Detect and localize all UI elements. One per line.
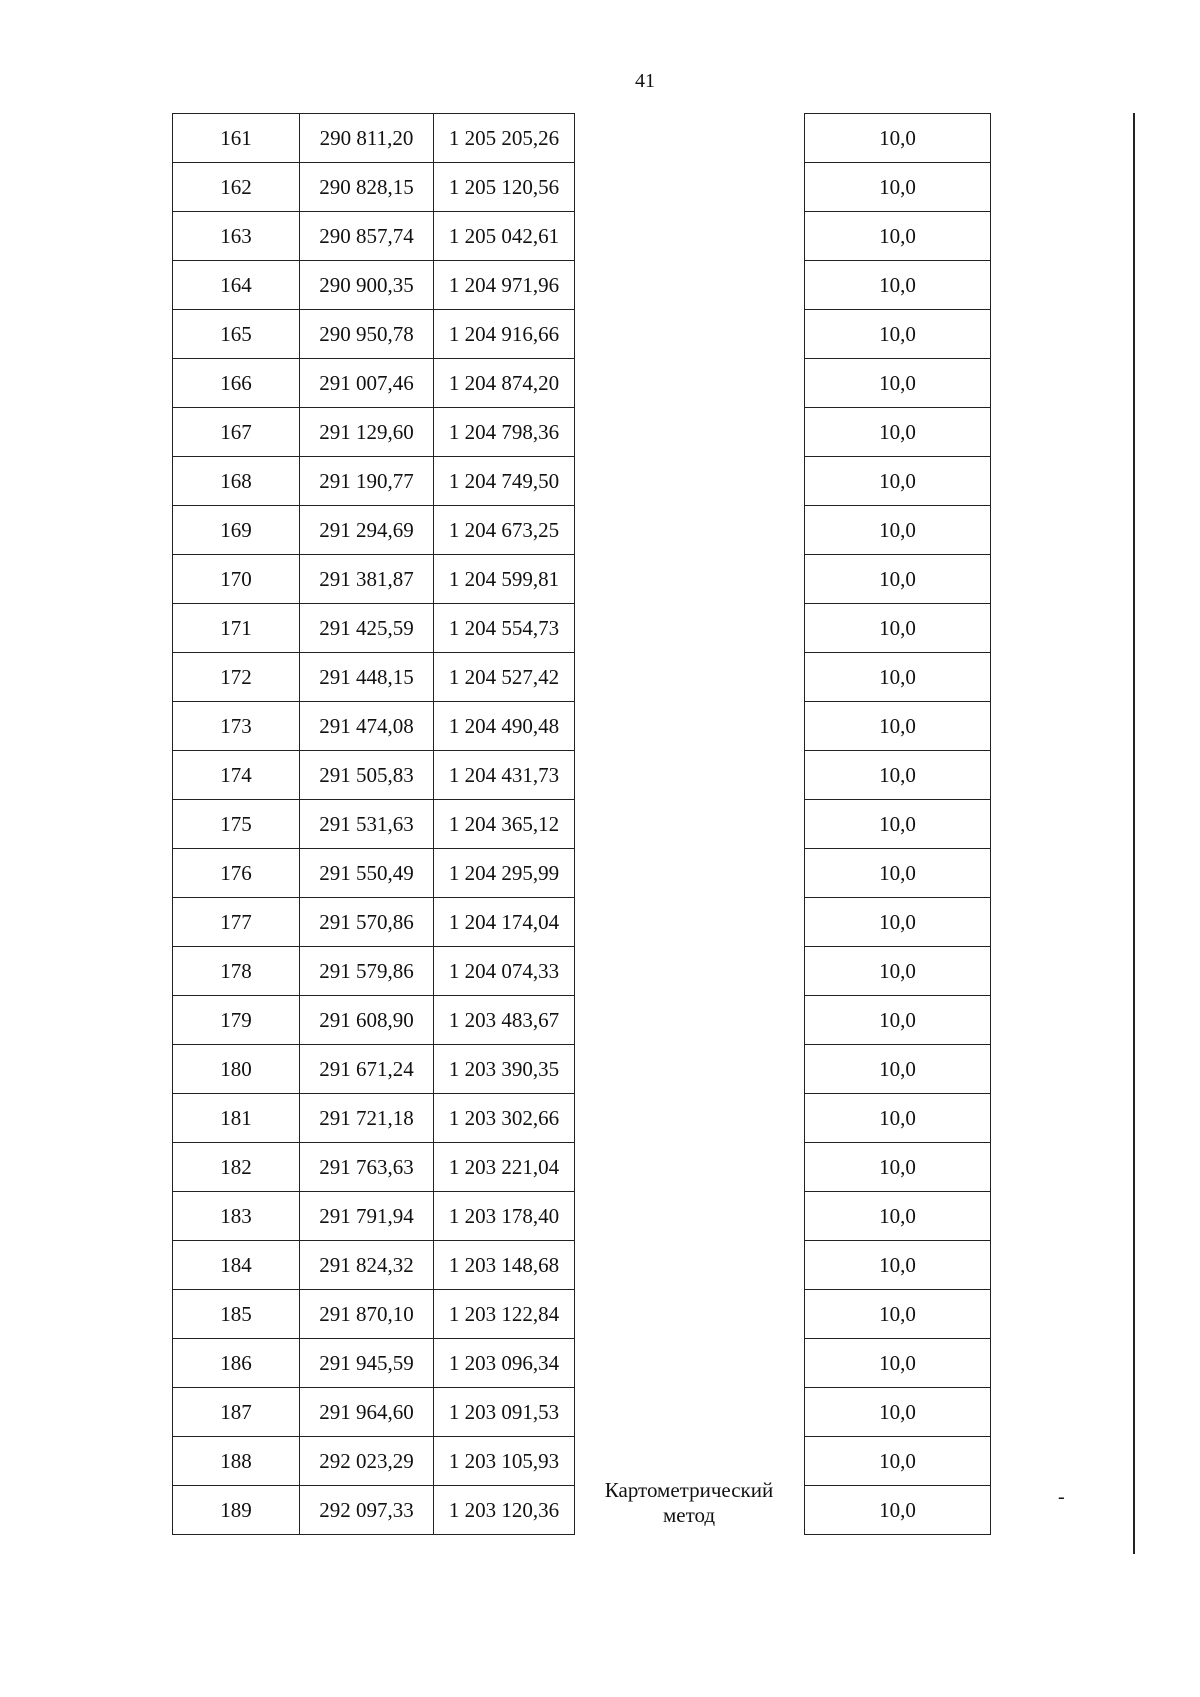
table-row [805,359,991,408]
y-coordinate-cell: 1 204 874,20 [434,359,575,408]
x-coordinate-cell: 291 570,86 [300,898,434,947]
table-row [805,800,991,849]
x-coordinate-cell: 291 791,94 [300,1192,434,1241]
precision-cell: 10,0 [805,114,991,163]
precision-cell: 10,0 [805,555,991,604]
table-row [173,1045,575,1094]
point-number-cell: 180 [173,1045,300,1094]
precision-cell: 10,0 [805,898,991,947]
x-coordinate-cell: 291 579,86 [300,947,434,996]
x-coordinate-cell: 290 900,35 [300,261,434,310]
point-number-cell: 173 [173,702,300,751]
y-coordinate-cell: 1 203 122,84 [434,1290,575,1339]
table-row [805,1437,991,1486]
table-row [173,212,575,261]
table-row [173,1094,575,1143]
table-row [173,1339,575,1388]
point-number-cell: 175 [173,800,300,849]
x-coordinate-cell: 291 007,46 [300,359,434,408]
y-coordinate-cell: 1 204 971,96 [434,261,575,310]
x-coordinate-cell: 291 190,77 [300,457,434,506]
table-row [805,996,991,1045]
table-row [173,1290,575,1339]
table-row [173,849,575,898]
precision-cell: 10,0 [805,1388,991,1437]
point-number-cell: 178 [173,947,300,996]
precision-cell: 10,0 [805,1241,991,1290]
method-line-1: Картометрический [604,1478,774,1502]
precision-cell: 10,0 [805,1290,991,1339]
y-coordinate-cell: 1 203 302,66 [434,1094,575,1143]
point-number-cell: 188 [173,1437,300,1486]
table-row [173,408,575,457]
precision-cell: 10,0 [805,947,991,996]
y-coordinate-cell: 1 203 178,40 [434,1192,575,1241]
x-coordinate-cell: 292 097,33 [300,1486,434,1535]
x-coordinate-cell: 291 721,18 [300,1094,434,1143]
precision-cell: 10,0 [805,261,991,310]
y-coordinate-cell: 1 203 148,68 [434,1241,575,1290]
precision-cell: 10,0 [805,310,991,359]
precision-cell: 10,0 [805,1045,991,1094]
table-row [173,653,575,702]
table-row [805,261,991,310]
precision-cell: 10,0 [805,506,991,555]
precision-cell: 10,0 [805,604,991,653]
x-coordinate-cell: 291 425,59 [300,604,434,653]
table-row [173,996,575,1045]
precision-cell: 10,0 [805,849,991,898]
table-row [805,457,991,506]
precision-table-body [805,114,991,1535]
table-row [805,1486,991,1535]
point-number-cell: 171 [173,604,300,653]
table-row [805,114,991,163]
precision-cell: 10,0 [805,1143,991,1192]
precision-cell: 10,0 [805,163,991,212]
precision-cell: 10,0 [805,653,991,702]
y-coordinate-cell: 1 203 390,35 [434,1045,575,1094]
table-row [805,1094,991,1143]
point-number-cell: 179 [173,996,300,1045]
x-coordinate-cell: 291 608,90 [300,996,434,1045]
table-row [173,751,575,800]
table-row [805,1143,991,1192]
y-coordinate-cell: 1 205 120,56 [434,163,575,212]
coordinates-table-body [173,114,575,1535]
x-coordinate-cell: 290 828,15 [300,163,434,212]
precision-cell: 10,0 [805,1437,991,1486]
method-text [588,1478,790,1528]
table-row [805,849,991,898]
y-coordinate-cell: 1 204 527,42 [434,653,575,702]
page-number: 41 [635,70,655,92]
y-coordinate-cell: 1 203 483,67 [434,996,575,1045]
y-coordinate-cell: 1 203 105,93 [434,1437,575,1486]
point-number-cell: 162 [173,163,300,212]
table-row [805,604,991,653]
y-coordinate-cell: 1 204 554,73 [434,604,575,653]
x-coordinate-cell: 291 550,49 [300,849,434,898]
table-row [173,163,575,212]
point-number-cell: 182 [173,1143,300,1192]
precision-cell: 10,0 [805,1192,991,1241]
x-coordinate-cell: 291 129,60 [300,408,434,457]
precision-cell: 10,0 [805,702,991,751]
table-row [173,310,575,359]
point-number-cell: 161 [173,114,300,163]
x-coordinate-cell: 291 945,59 [300,1339,434,1388]
point-number-cell: 184 [173,1241,300,1290]
table-row [173,114,575,163]
y-coordinate-cell: 1 204 295,99 [434,849,575,898]
precision-cell: 10,0 [805,1486,991,1535]
point-number-cell: 167 [173,408,300,457]
y-coordinate-cell: 1 204 074,33 [434,947,575,996]
y-coordinate-cell: 1 203 120,36 [434,1486,575,1535]
table-row [173,1388,575,1437]
point-number-cell: 165 [173,310,300,359]
y-coordinate-cell: 1 204 798,36 [434,408,575,457]
point-number-cell: 189 [173,1486,300,1535]
y-coordinate-cell: 1 204 599,81 [434,555,575,604]
point-number-cell: 174 [173,751,300,800]
table-row [173,947,575,996]
coordinates-table [172,113,575,1535]
point-number-cell: 177 [173,898,300,947]
point-number-cell: 168 [173,457,300,506]
precision-table [804,113,991,1535]
table-row [805,653,991,702]
precision-cell: 10,0 [805,751,991,800]
table-row [173,506,575,555]
x-coordinate-cell: 291 505,83 [300,751,434,800]
table-row [805,1045,991,1094]
table-row [173,261,575,310]
table-row [805,555,991,604]
x-coordinate-cell: 291 531,63 [300,800,434,849]
description-value: - [1058,1486,1065,1508]
x-coordinate-cell: 290 950,78 [300,310,434,359]
x-coordinate-cell: 291 448,15 [300,653,434,702]
table-row [173,898,575,947]
table-row [173,1143,575,1192]
precision-cell: 10,0 [805,800,991,849]
x-coordinate-cell: 291 964,60 [300,1388,434,1437]
table-row [173,800,575,849]
y-coordinate-cell: 1 204 749,50 [434,457,575,506]
point-number-cell: 172 [173,653,300,702]
point-number-cell: 187 [173,1388,300,1437]
table-row [805,1339,991,1388]
table-row [805,163,991,212]
table-row [173,1241,575,1290]
precision-cell: 10,0 [805,359,991,408]
table-row [173,1486,575,1535]
point-number-cell: 183 [173,1192,300,1241]
table-row [805,1241,991,1290]
y-coordinate-cell: 1 204 916,66 [434,310,575,359]
table-row [805,1192,991,1241]
x-coordinate-cell: 291 824,32 [300,1241,434,1290]
right-border-line [1133,113,1135,1554]
table-row [805,408,991,457]
table-row [805,310,991,359]
x-coordinate-cell: 291 763,63 [300,1143,434,1192]
precision-cell: 10,0 [805,1094,991,1143]
point-number-cell: 169 [173,506,300,555]
y-coordinate-cell: 1 203 096,34 [434,1339,575,1388]
y-coordinate-cell: 1 205 205,26 [434,114,575,163]
x-coordinate-cell: 291 671,24 [300,1045,434,1094]
table-row [805,1290,991,1339]
x-coordinate-cell: 290 811,20 [300,114,434,163]
table-row [805,212,991,261]
x-coordinate-cell: 291 294,69 [300,506,434,555]
point-number-cell: 181 [173,1094,300,1143]
table-row [805,702,991,751]
y-coordinate-cell: 1 204 431,73 [434,751,575,800]
table-row [173,1437,575,1486]
x-coordinate-cell: 291 381,87 [300,555,434,604]
y-coordinate-cell: 1 203 091,53 [434,1388,575,1437]
table-row [805,506,991,555]
precision-cell: 10,0 [805,408,991,457]
y-coordinate-cell: 1 204 490,48 [434,702,575,751]
table-row [173,702,575,751]
y-coordinate-cell: 1 204 365,12 [434,800,575,849]
precision-cell: 10,0 [805,212,991,261]
precision-cell: 10,0 [805,1339,991,1388]
y-coordinate-cell: 1 204 673,25 [434,506,575,555]
point-number-cell: 186 [173,1339,300,1388]
table-row [805,751,991,800]
point-number-cell: 176 [173,849,300,898]
table-row [173,555,575,604]
table-row [173,604,575,653]
table-row [805,947,991,996]
point-number-cell: 185 [173,1290,300,1339]
precision-cell: 10,0 [805,996,991,1045]
table-row [173,1192,575,1241]
table-row [805,1388,991,1437]
y-coordinate-cell: 1 203 221,04 [434,1143,575,1192]
x-coordinate-cell: 290 857,74 [300,212,434,261]
y-coordinate-cell: 1 204 174,04 [434,898,575,947]
x-coordinate-cell: 291 474,08 [300,702,434,751]
point-number-cell: 164 [173,261,300,310]
point-number-cell: 163 [173,212,300,261]
method-line-2: метод [662,1503,716,1527]
table-row [173,359,575,408]
point-number-cell: 166 [173,359,300,408]
y-coordinate-cell: 1 205 042,61 [434,212,575,261]
point-number-cell: 170 [173,555,300,604]
precision-cell: 10,0 [805,457,991,506]
x-coordinate-cell: 292 023,29 [300,1437,434,1486]
table-row [805,898,991,947]
table-row [173,457,575,506]
x-coordinate-cell: 291 870,10 [300,1290,434,1339]
